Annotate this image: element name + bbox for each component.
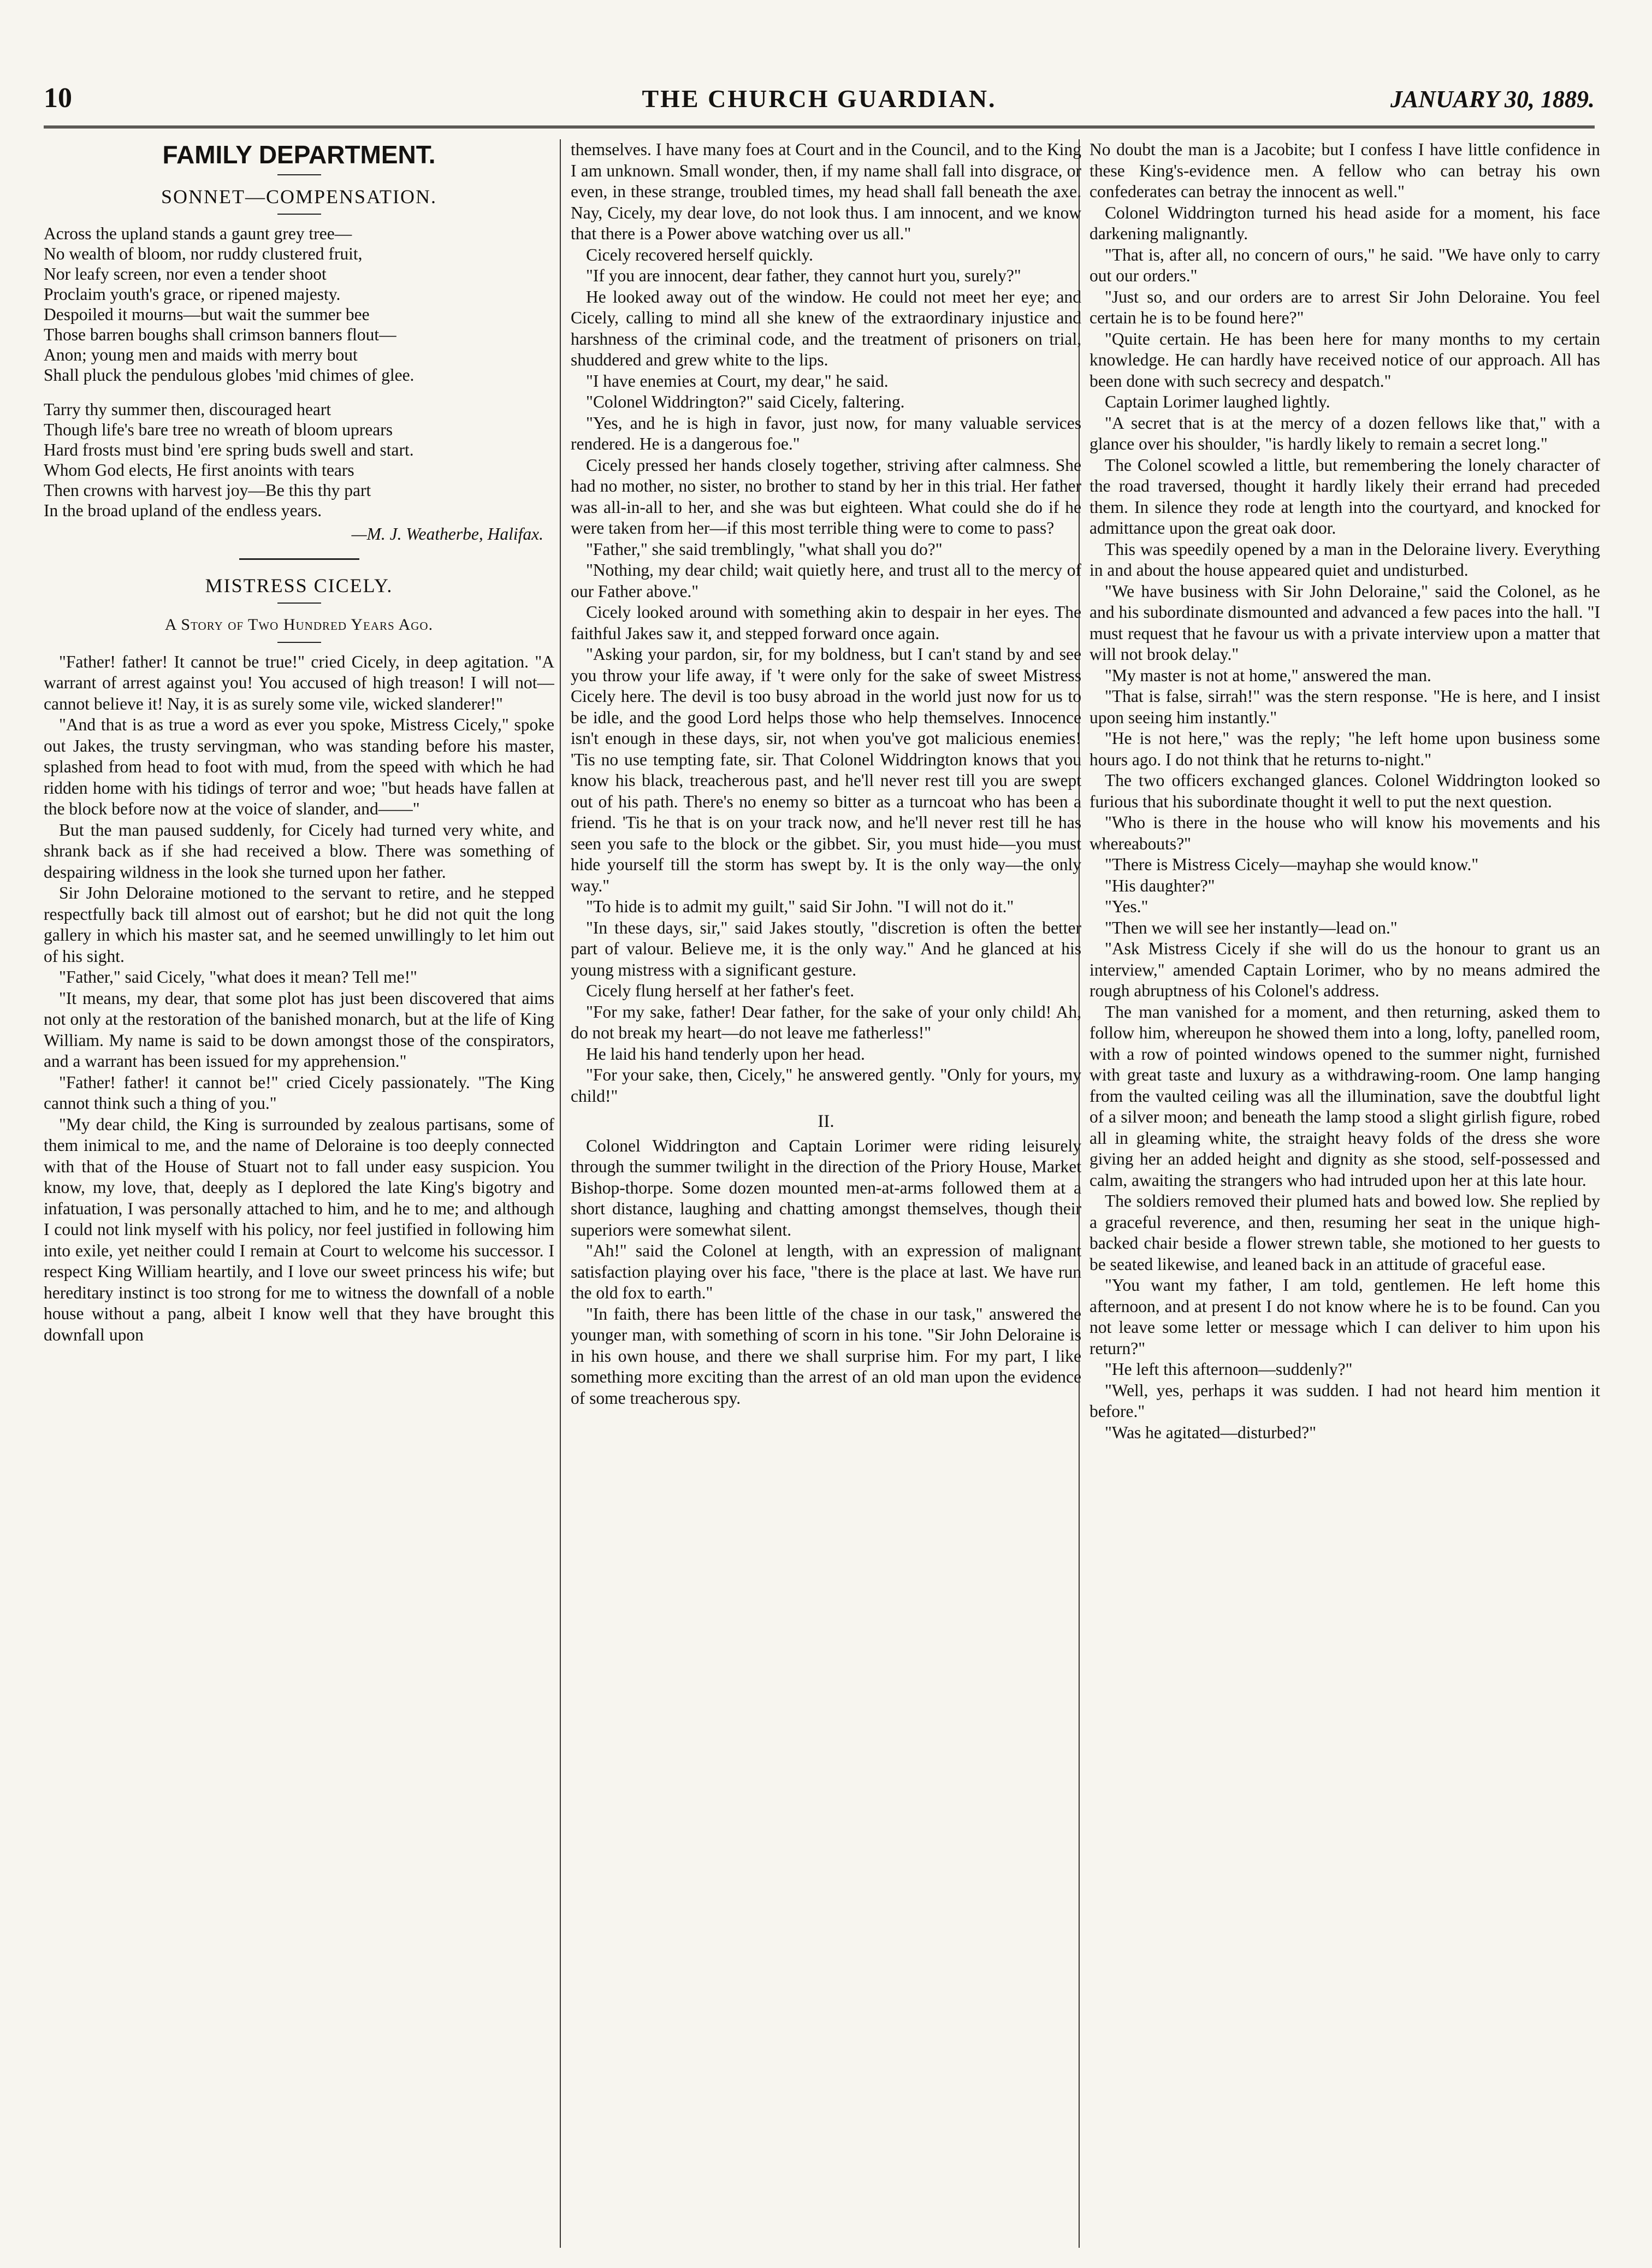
poem-line: Though life's bare tree no wreath of bloom uprears	[44, 420, 393, 439]
paragraph: "We have business with Sir John Deloraine," said the Colonel, as he and his subordinate dismounted and advanced a few paces into the hall. "I must request that he favour us with a private interview upon a matter that will not brook delay."	[1090, 581, 1600, 664]
poem-line: Those barren boughs shall crimson banners flout—	[44, 325, 396, 344]
paragraph: Cicely looked around with something akin to despair in her eyes. The faithful Jakes saw it, and stepped forward once again.	[571, 603, 1081, 643]
paragraph: "Was he agitated—disturbed?"	[1105, 1422, 1317, 1442]
paragraph: "Father," she said tremblingly, "what shall you do?"	[586, 539, 943, 559]
column-2	[571, 139, 1081, 2248]
paragraph: "Father! father! It cannot be true!" cried Cicely, in deep agitation. "A warrant of arrest against you! You accused of high treason! I will not—cannot believe it! Nay, it is as surely some vile, wicked slanderer!"	[44, 652, 554, 713]
paragraph: "That is, after all, no concern of ours," he said. "We have only to carry out our orders."	[1090, 245, 1600, 285]
poem-line: Anon; young men and maids with merry bout	[44, 345, 358, 364]
paragraph: Colonel Widdrington and Captain Lorimer were riding leisurely through the summer twilight in the direction of the Priory House, Market Bishop-thorpe. Some dozen mounted men-at-arms followed them at a short distance, laughing and chatting amongst themselves, though their superiors were somewhat silent.	[571, 1136, 1081, 1239]
poem-line: No wealth of bloom, nor ruddy clustered fruit,	[44, 244, 363, 263]
paragraph: "Yes."	[1105, 897, 1148, 916]
story-title: MISTRESS CICELY.	[205, 574, 393, 596]
paragraph: "You want my father, I am told, gentlemen. He left home this afternoon, and at present I do not know where he is to be found. Can you not leave some letter or message which I can deliver to him upon his return?"	[1090, 1275, 1600, 1358]
section-heading: FAMILY DEPARTMENT.	[162, 140, 436, 169]
paragraph: "Just so, and our orders are to arrest Sir John Deloraine. You feel certain he is to be found here?"	[1090, 287, 1600, 327]
poem-line: Then crowns with harvest joy—Be this thy part	[44, 481, 371, 500]
paragraph: The man vanished for a moment, and then returning, asked them to follow him, whereupon he showed them into a long, lofty, panelled room, with a row of pointed windows opened to the summer night, furnished with great taste and luxury as a withdrawing-room. One lamp hanging from the vaulted ceiling was all the illumination, save the doubtful light of a silver moon; and beneath the lamp stood a slight girlish figure, robed all in gleaming white, the straight heavy folds of the dress she wore giving her an added height and dignity as she stood, self-possessed and calm, awaiting the strangers who had intruded upon her at this late hour.	[1090, 1002, 1600, 1190]
paragraph: "To hide is to admit my guilt," said Sir John. "I will not do it."	[586, 897, 1014, 916]
paragraph: No doubt the man is a Jacobite; but I confess I have little confidence in these King's-evidence men. A fellow who can betray his own confederates can betray the innocent as well."	[1090, 140, 1600, 201]
paragraph: "He is not here," was the reply; "he left home upon business some hours ago. I do not think that he returns to-night."	[1090, 729, 1600, 769]
column-1	[44, 139, 554, 2248]
paragraph: "His daughter?"	[1105, 876, 1215, 895]
paragraph: "Who is there in the house who will know his movements and his whereabouts?"	[1090, 813, 1600, 853]
paragraph: Cicely recovered herself quickly.	[586, 245, 814, 264]
poem-line: Nor leafy screen, nor even a tender shoot	[44, 264, 327, 284]
paragraph: "For my sake, father! Dear father, for the sake of your only child! Ah, do not break my heart—do not leave me fatherless!"	[571, 1002, 1081, 1042]
sonnet-title: SONNET—COMPENSATION.	[161, 186, 437, 208]
paragraph: Cicely flung herself at her father's feet.	[586, 981, 855, 1000]
paragraph: Colonel Widdrington turned his head aside for a moment, his face darkening malignantly.	[1090, 203, 1600, 243]
paragraph: Sir John Deloraine motioned to the servant to retire, and he stepped respectfully back till almost out of earshot; but he did not quit the long gallery in which his master sat, and he seemed unwillingly to let him out of his sight.	[44, 883, 554, 966]
paragraph: "Colonel Widdrington?" said Cicely, faltering.	[586, 392, 905, 411]
paragraph: The Colonel scowled a little, but remembering the lonely character of the road traversed, thought it hardly likely their errand had preceded them. In silence they rode at length into the courtyard, and knocked for admittance upon the great oak door.	[1090, 455, 1600, 538]
paragraph: "And that is as true a word as ever you spoke, Mistress Cicely," spoke out Jakes, the trusty servingman, who was standing before his master, splashed from head to foot with mud, from the speed with which he had ridden home with his tidings of terror and woe; "but heads have fallen at the block before now at the voice of slander, and——"	[44, 715, 554, 818]
story-text	[571, 1136, 1081, 1409]
poem-line: Despoiled it mourns—but wait the summer bee	[44, 305, 370, 324]
sonnet-author: —M. J. Weatherbe, Halifax.	[351, 524, 543, 544]
paragraph: "Well, yes, perhaps it was sudden. I had not heard him mention it before."	[1090, 1380, 1600, 1421]
poem-line: Proclaim youth's grace, or ripened majesty.	[44, 285, 341, 304]
paragraph: "I have enemies at Court, my dear," he said.	[586, 371, 889, 391]
poem-line: Tarry thy summer then, discouraged heart	[44, 400, 331, 419]
paragraph: "There is Mistress Cicely—mayhap she would know."	[1105, 855, 1479, 874]
paragraph: The soldiers removed their plumed hats and bowed low. She replied by a graceful reverence, and then, resuming her seat in the unique high-backed chair beside a flower strewn table, she motioned to her guests to be seated likewise, and leaned back in an attitude of graceful ease.	[1090, 1191, 1600, 1274]
paragraph: But the man paused suddenly, for Cicely had turned very white, and shrank back as if she had received a blow. There was something of despairing wildness in the look she turned upon her father.	[44, 820, 554, 882]
paragraph: "A secret that is at the mercy of a dozen fellows like that," with a glance over his shoulder, "is hardly likely to remain a secret long."	[1090, 413, 1600, 453]
poem-line: Whom God elects, He first anoints with tears	[44, 460, 354, 480]
paragraph: "Ah!" said the Colonel at length, with an expression of malignant satisfaction playing over his face, "there is the place at last. We have run the old fox to earth."	[571, 1241, 1081, 1302]
paragraph: "Quite certain. He has been here for many months to my certain knowledge. He can hardly have received notice of our approach. All has been done with such secrecy and despatch."	[1090, 329, 1600, 391]
paragraph: "In faith, there has been little of the chase in our task," answered the younger man, with something of scorn in his tone. "Sir John Deloraine is in his own house, and there we shall surprise him. For my part, I like something more exciting than the arrest of an old man upon the evidence of some treacherous spy.	[571, 1304, 1081, 1408]
divider	[239, 558, 359, 560]
paragraph: Captain Lorimer laughed lightly.	[1105, 392, 1330, 411]
part-heading: II.	[818, 1112, 834, 1131]
paragraph: "Then we will see her instantly—lead on."	[1105, 918, 1398, 937]
paragraph: "If you are innocent, dear father, they cannot hurt you, surely?"	[586, 266, 1021, 285]
story-text	[44, 652, 554, 1346]
paragraph: "Father! father! it cannot be!" cried Cicely passionately. "The King cannot think such a thing of you."	[44, 1072, 554, 1113]
paragraph: "He left this afternoon—suddenly?"	[1105, 1360, 1353, 1379]
poem-line: In the broad upland of the endless years.	[44, 501, 322, 520]
paragraph: "That is false, sirrah!" was the stern response. "He is here, and I insist upon seeing him instantly."	[1090, 687, 1600, 727]
paragraph: themselves. I have many foes at Court and in the Council, and to the King I am unknown. Small wonder, then, if my name shall fall into disgrace, or even, in these strange, troubled times, my head shall fall beneath the axe. Nay, Cicely, my dear love, do not look thus. I am innocent, and we know that there is a Power above watching over us all."	[571, 140, 1081, 243]
story-text	[571, 139, 1081, 1107]
paragraph: "My master is not at home," answered the man.	[1105, 665, 1431, 685]
poem-line: Hard frosts must bind 'ere spring buds swell and start.	[44, 440, 414, 459]
newspaper-title: THE CHURCH GUARDIAN.	[642, 85, 997, 113]
divider	[277, 642, 321, 643]
paragraph: "Asking your pardon, sir, for my boldness, but I can't stand by and see you throw your life away, if 't were only for the sake of sweet Mistress Cicely here. The devil is too busy abroad in the world just now for us to be idle, and the good Lord helps those who help themselves. Innocence isn't enough in these days, sir, not when you've got malicious enemies! 'Tis no use tempting fate, sir. That Colonel Widdrington knows that you know his black, treacherous past, and he'll never rest till you are swept out of his path. There's no enemy so bitter as a turncoat who has been a friend. 'Tis he that is on your track now, and he'll never rest till he has seen you safe to the block or the gibbet. Sir, you must hide—you must hide yourself till the storm has swept by. It is the only way—the only way."	[571, 645, 1081, 895]
column-rule	[560, 139, 561, 2248]
paragraph: "Ask Mistress Cicely if she will do us the honour to grant us an interview," amended Captain Lorimer, who by no means admired the rough abruptness of his Colonel's address.	[1090, 939, 1600, 1000]
poem-line: Shall pluck the pendulous globes 'mid chimes of glee.	[44, 365, 415, 385]
masthead	[44, 82, 1595, 128]
story-text	[1090, 139, 1600, 1443]
paragraph: "In these days, sir," said Jakes stoutly, "discretion is often the better part of valour. Believe me, it is the only way." And he glanced at his young mistress with a significant gesture.	[571, 918, 1081, 979]
paragraph: "My dear child, the King is surrounded by zealous partisans, some of them inimical to me, and the name of Deloraine is too deeply connected with that of the House of Stuart not to fall under easy suspicion. You know, my love, that, deeply as I deplored the late King's bigotry and infatuation, I was personally attached to him, and he to me; and although I could not link myself with his policy, nor feel justified in following him into exile, yet neither could I remain at Court to welcome his successor. I respect King William heartily, and I love our sweet princess his wife; but hereditary instinct is too strong for me to witness the downfall of a noble house without a pang, albeit I know well that they have brought this downfall upon	[44, 1114, 554, 1344]
paragraph: "Father," said Cicely, "what does it mean? Tell me!"	[59, 967, 417, 987]
issue-date: JANUARY 30, 1889.	[1390, 86, 1595, 113]
divider	[277, 603, 321, 604]
paragraph: "Nothing, my dear child; wait quietly here, and trust all to the mercy of our Father above."	[571, 560, 1081, 601]
page-number: 10	[44, 82, 72, 114]
paragraph: He looked away out of the window. He could not meet her eye; and Cicely, calling to mind all she knew of the extraordinary injustice and harshness of the criminal code, and the treatment of prisoners on trial, shuddered and grew white to the lips.	[571, 287, 1081, 369]
paragraph: "It means, my dear, that some plot has just been discovered that aims not only at the restoration of the banished monarch, but at the life of King William. My name is said to be down amongst those of the conspirators, and a warrant has been issued for my apprehension."	[44, 988, 554, 1071]
story-subtitle: A Story of Two Hundred Years Ago.	[164, 615, 434, 634]
paragraph: Cicely pressed her hands closely together, striving after calmness. She had no mother, no sister, no brother to stand by her in this trial. Her father was all-in-all to her, and she was but eighteen. What could she do if he were taken from her—if this most terrible thing were to come to pass?	[571, 455, 1081, 538]
paragraph: "For your sake, then, Cicely," he answered gently. "Only for yours, my child!"	[571, 1065, 1081, 1106]
divider	[277, 174, 321, 175]
sonnet	[44, 223, 554, 545]
column-3	[1090, 139, 1600, 2248]
paragraph: This was speedily opened by a man in the Deloraine livery. Everything in and about the house appeared quiet and undisturbed.	[1090, 539, 1600, 580]
paragraph: The two officers exchanged glances. Colonel Widdrington looked so furious that his subordinate thought it well to put the next question.	[1090, 771, 1600, 811]
paragraph: "Yes, and he is high in favor, just now, for many valuable services rendered. He is a dangerous foe."	[571, 413, 1081, 453]
paragraph: He laid his hand tenderly upon her head.	[586, 1044, 865, 1064]
poem-line: Across the upland stands a gaunt grey tree—	[44, 224, 352, 243]
divider	[277, 214, 321, 215]
